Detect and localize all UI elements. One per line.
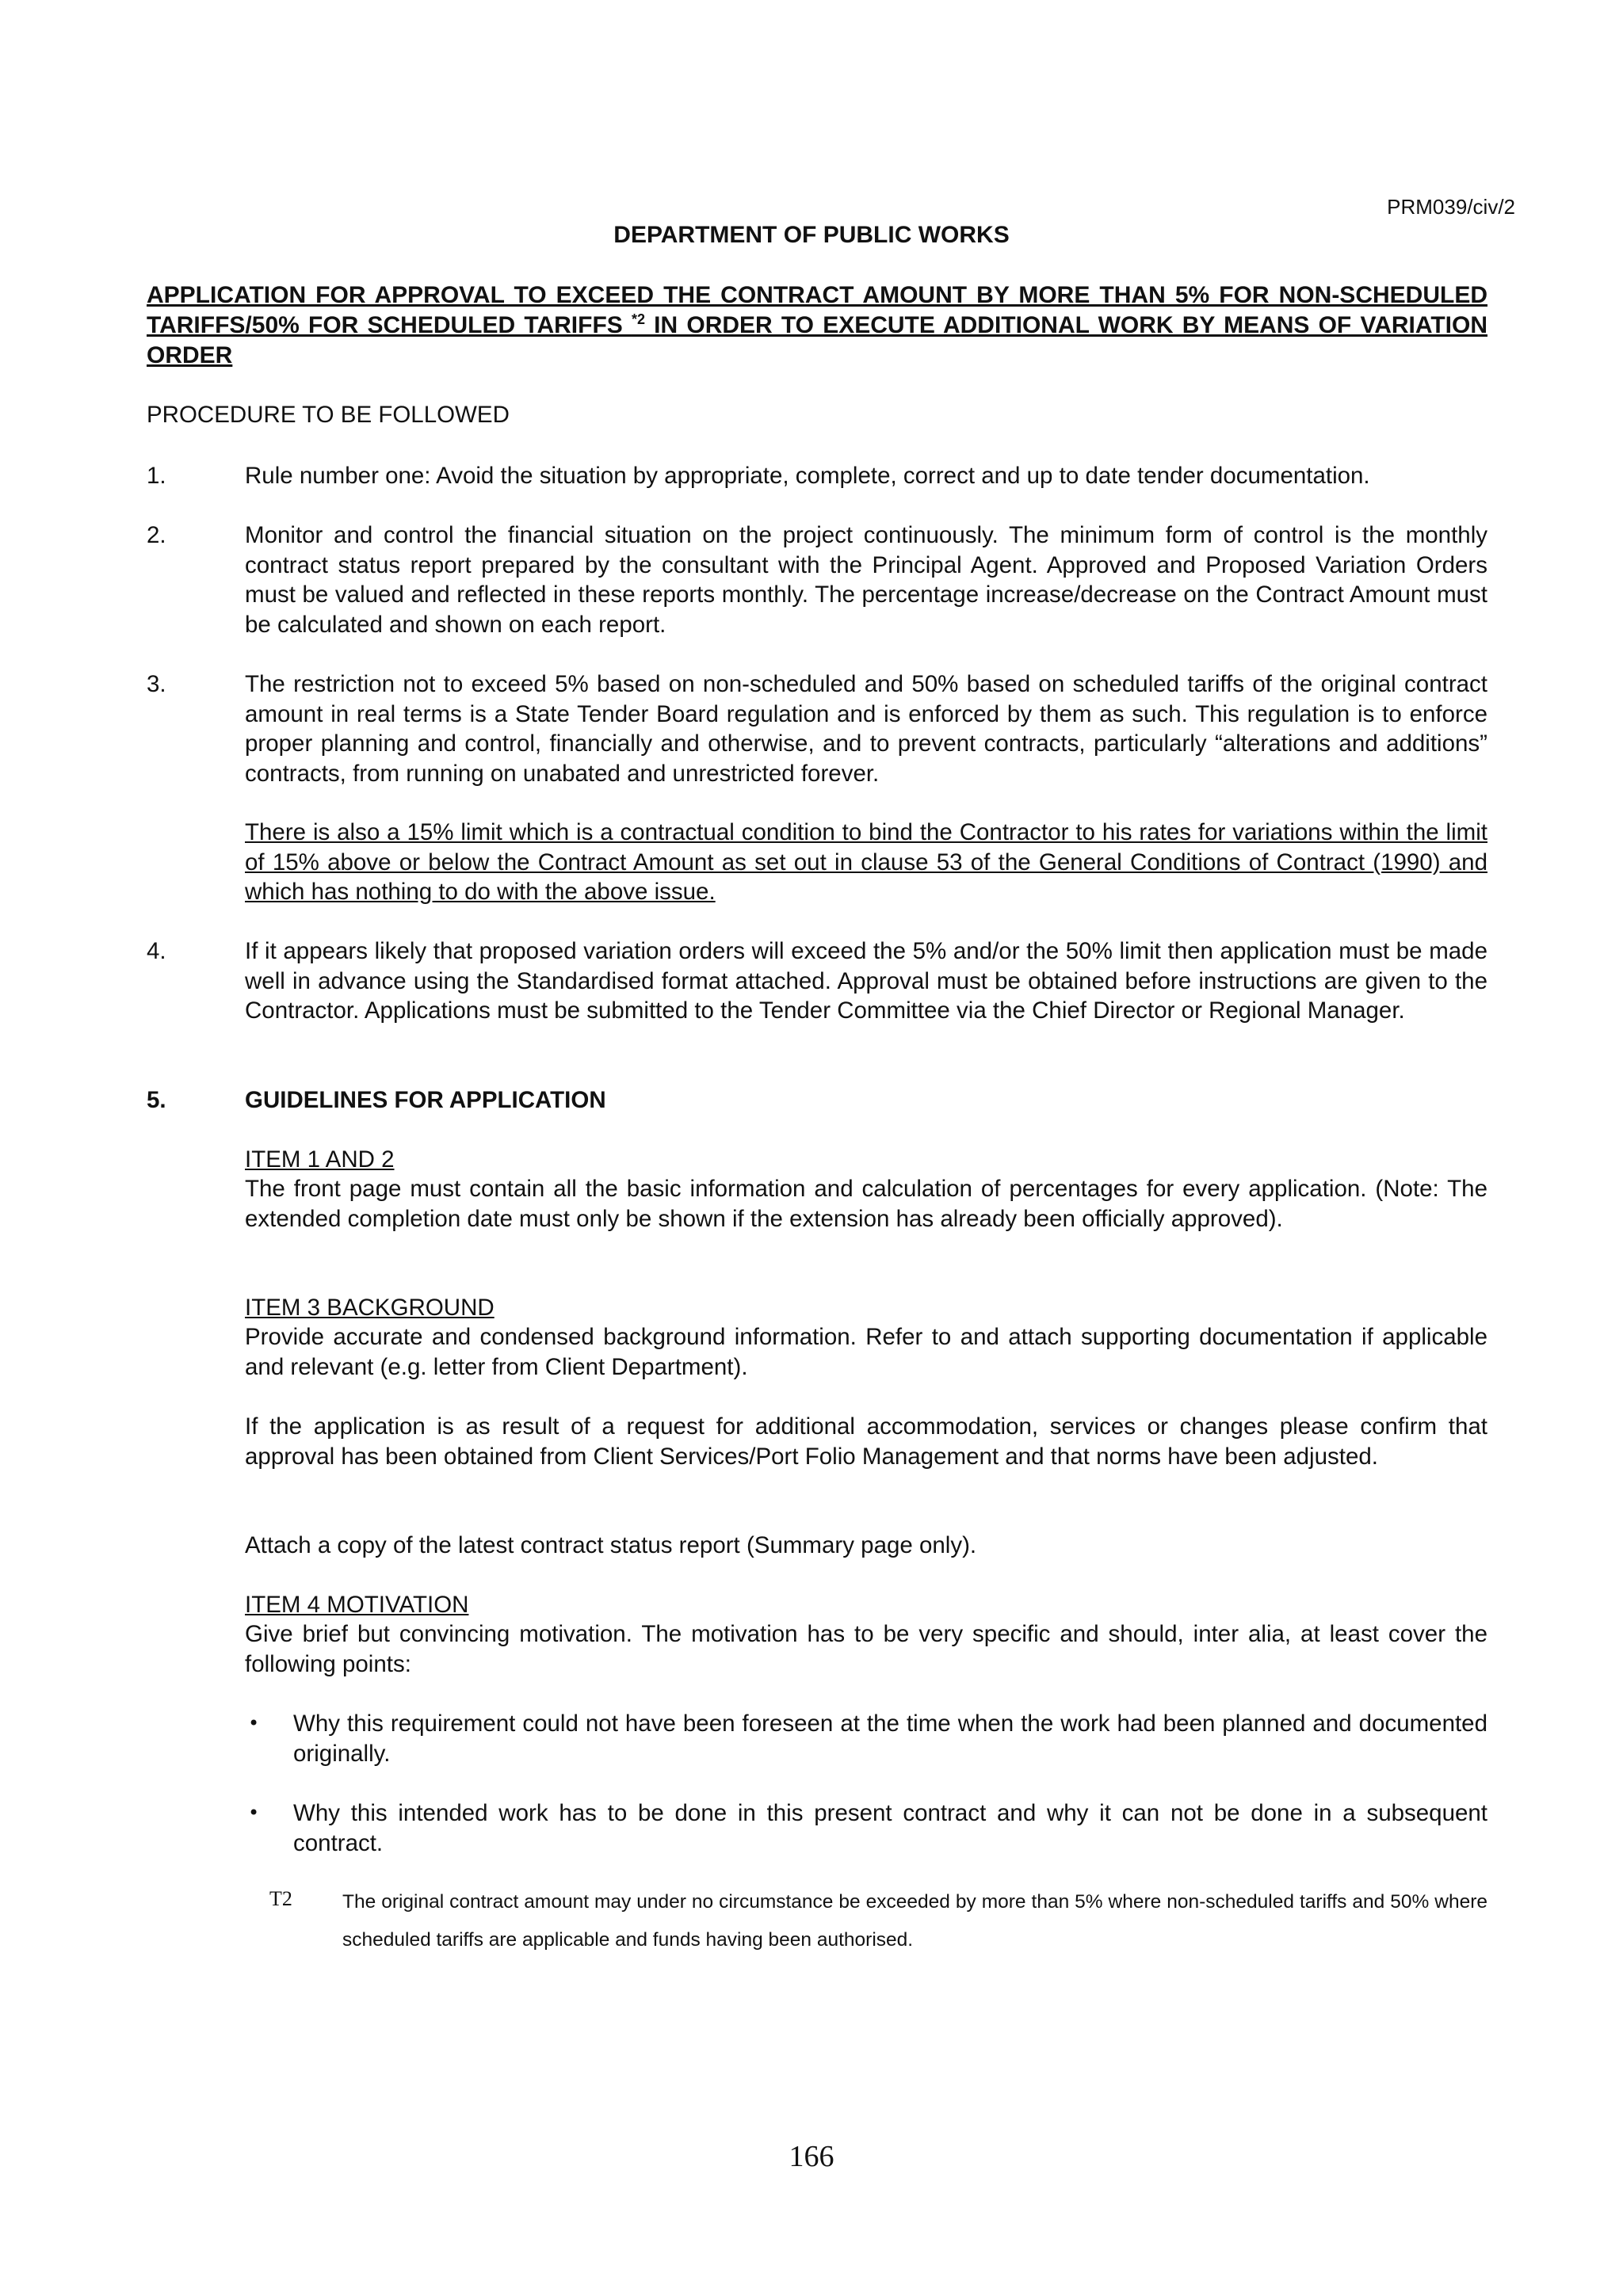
document-reference: PRM039/civ/2 [1387, 195, 1515, 219]
bullet-symbol: • [248, 1802, 260, 1824]
item-text: The restriction not to exceed 5% based on non-scheduled and 50% based on scheduled tariffs of the original contract amount in real terms is a State Tender Board regulation and is enforced by them as such. This regulation is to enforce proper planning and control, financially and otherwise, and to prevent contracts, particularly “alterations and additions” contracts, from running on unabated and unrestricted forever. [245, 671, 1487, 787]
bullet-item: Why this intended work has to be done in this present contract and why it can not be done in a subsequent contract. [293, 1800, 1487, 1856]
guidelines-heading: GUIDELINES FOR APPLICATION [245, 1087, 606, 1113]
title-footnote-ref: *2 [631, 311, 645, 327]
item4-heading: ITEM 4 MOTIVATION [245, 1592, 469, 1618]
item3-text-3: Attach a copy of the latest contract status report (Summary page only). [245, 1532, 977, 1558]
item12-heading: ITEM 1 AND 2 [245, 1146, 395, 1173]
item3-heading: ITEM 3 BACKGROUND [245, 1295, 495, 1321]
item4-text: Give brief but convincing motivation. The motivation has to be very specific and should, inter alia, at least cover the following points: [245, 1621, 1487, 1677]
department-heading: DEPARTMENT OF PUBLIC WORKS [613, 222, 1010, 248]
item-number: 5. [147, 1087, 166, 1113]
title-part-1: APPLICATION FOR APPROVAL TO EXCEED THE CONTRACT AMOUNT BY MORE THAN 5% FOR NON-SCHEDULED TARIFFS/50% FOR SCHEDULED TARIFFS [147, 282, 1487, 338]
item-number: 4. [147, 938, 166, 964]
item-number: 1. [147, 463, 166, 489]
footnote-text: The original contract amount may under no circumstance be exceeded by more than 5% where non-scheduled tariffs and 50% where scheduled tariffs are applicable and funds having been authorised. [342, 1891, 1487, 1951]
item-number: 2. [147, 522, 166, 548]
bullet-symbol: • [248, 1712, 260, 1734]
item-text: If it appears likely that proposed variation orders will exceed the 5% and/or the 50% limit then application must be made well in advance using the Standardised format attached. Approval must be obtained before instructions are given to the Contractor. Applications must be submitted to the Tender Committee via the Chief Director or Regional Manager. [245, 938, 1487, 1024]
item-underlined-text: There is also a 15% limit which is a contractual condition to bind the Contractor to his rates for variations within the limit of 15% above or below the Contract Amount as set out in clause 53 of the General Conditions of Contract (1990) and which has nothing to do with the above issue. [245, 819, 1487, 905]
footnote-mark: T2 [269, 1887, 292, 1910]
item-text: Rule number one: Avoid the situation by appropriate, complete, correct and up to date tender documentation. [245, 463, 1370, 489]
item12-text: The front page must contain all the basic information and calculation of percentages for every application. (Note: The extended completion date must only be shown if the extension has already been officially approved). [245, 1176, 1487, 1232]
item-text: Monitor and control the financial situation on the project continuously. The minimum form of control is the monthly contract status report prepared by the consultant with the Principal Agent. Approved and Proposed Variation Orders must be valued and reflected in these reports monthly. The percentage increase/decrease on the Contract Amount must be calculated and shown on each report. [245, 522, 1487, 638]
item-number: 3. [147, 671, 166, 697]
item3-text-2: If the application is as result of a request for additional accommodation, services or changes please confirm that approval has been obtained from Client Services/Port Folio Management and that norms have been adjusted. [245, 1413, 1487, 1470]
document-title [147, 280, 1487, 371]
procedure-heading: PROCEDURE TO BE FOLLOWED [147, 402, 510, 428]
item3-text: Provide accurate and condensed background information. Refer to and attach supporting documentation if applicable and relevant (e.g. letter from Client Department). [245, 1324, 1487, 1380]
page-number: 166 [789, 2140, 834, 2173]
bullet-item: Why this requirement could not have been foreseen at the time when the work had been planned and documented originally. [293, 1711, 1487, 1767]
title-part-2: IN ORDER TO EXECUTE ADDITIONAL WORK BY MEANS OF VARIATION ORDER [147, 312, 1487, 368]
